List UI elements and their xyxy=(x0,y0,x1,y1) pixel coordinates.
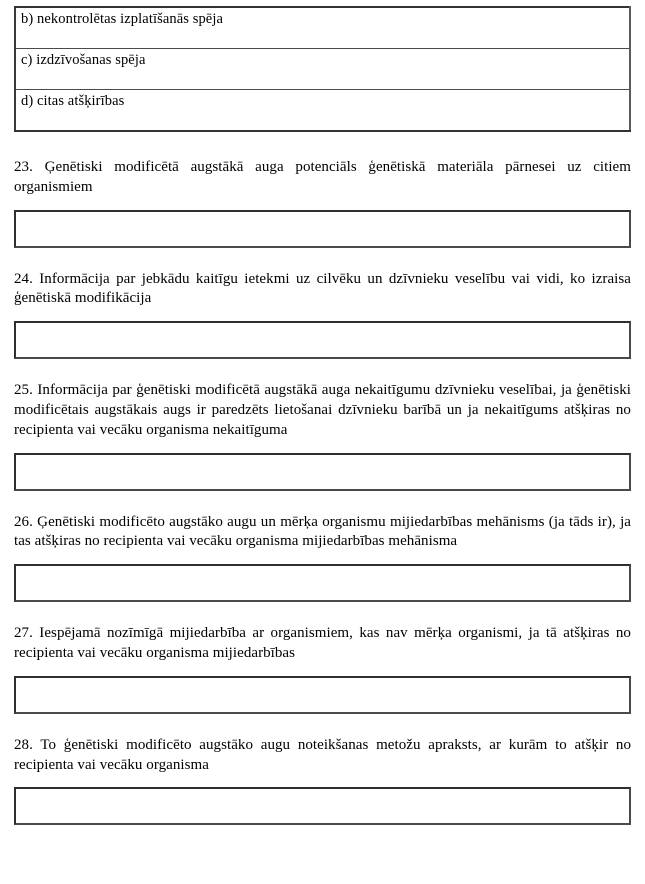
question-block-23 xyxy=(14,158,631,248)
document-content xyxy=(14,6,631,825)
question-block-24 xyxy=(14,270,631,360)
answer-box-28[interactable] xyxy=(14,787,631,825)
question-text-26: 26. Ģenētiski modificēto augstāko augu un mērķa organismu mijiedarbības mehānisms (ja tāds ir), ja tas atšķiras no recipienta vai vecāku organisma mijiedarbības mehānisma xyxy=(14,513,631,550)
table-cell-option-c[interactable]: c) izdzīvošanas spēja xyxy=(15,49,630,90)
answer-box-24[interactable] xyxy=(14,321,631,359)
question-text-28: 28. To ģenētiski modificēto augstāko augu noteikšanas metožu apraksts, ar kurām to atšķir no recipienta vai vecāku organisma xyxy=(14,736,631,773)
question-text-23: 23. Ģenētiski modificētā augstākā auga potenciāls ģenētiskā materiāla pārnesei uz citiem organismiem xyxy=(14,159,631,195)
answer-box-27[interactable] xyxy=(14,676,631,714)
question-block-25 xyxy=(14,381,631,490)
table-cell-option-b[interactable]: b) nekontrolētas izplatīšanās spēja xyxy=(15,7,630,49)
question-text-27: 27. Iespējamā nozīmīgā mijiedarbība ar organismiem, kas nav mērķa organismi, ja tā atšķiras no recipienta vai vecāku organisma mijiedarbības xyxy=(14,625,631,661)
question-block-27 xyxy=(14,624,631,714)
answer-box-26[interactable] xyxy=(14,564,631,602)
table-row xyxy=(15,49,630,90)
table-row xyxy=(15,7,630,49)
question-text-25: 25. Informācija par ģenētiski modificētā augstākā auga nekaitīgumu dzīvnieku veselībai, ja ģenētiski modificētais augstākais augs ir paredzēts lietošanai dzīvnieku barībā un ja nekaitīgums atšķiras no recipienta vai vecāku organisma nekaitīguma xyxy=(14,382,631,438)
table-row xyxy=(15,90,630,132)
question-block-28 xyxy=(14,736,631,826)
differences-table xyxy=(14,6,631,132)
answer-box-23[interactable] xyxy=(14,210,631,248)
question-text-24: 24. Informācija par jebkādu kaitīgu ietekmi uz cilvēku un dzīvnieku veselību vai vidi, ko izraisa ģenētiskā modifikācija xyxy=(14,270,631,307)
answer-box-25[interactable] xyxy=(14,453,631,491)
table-cell-option-d[interactable]: d) citas atšķirības xyxy=(15,90,630,132)
question-block-26 xyxy=(14,513,631,603)
